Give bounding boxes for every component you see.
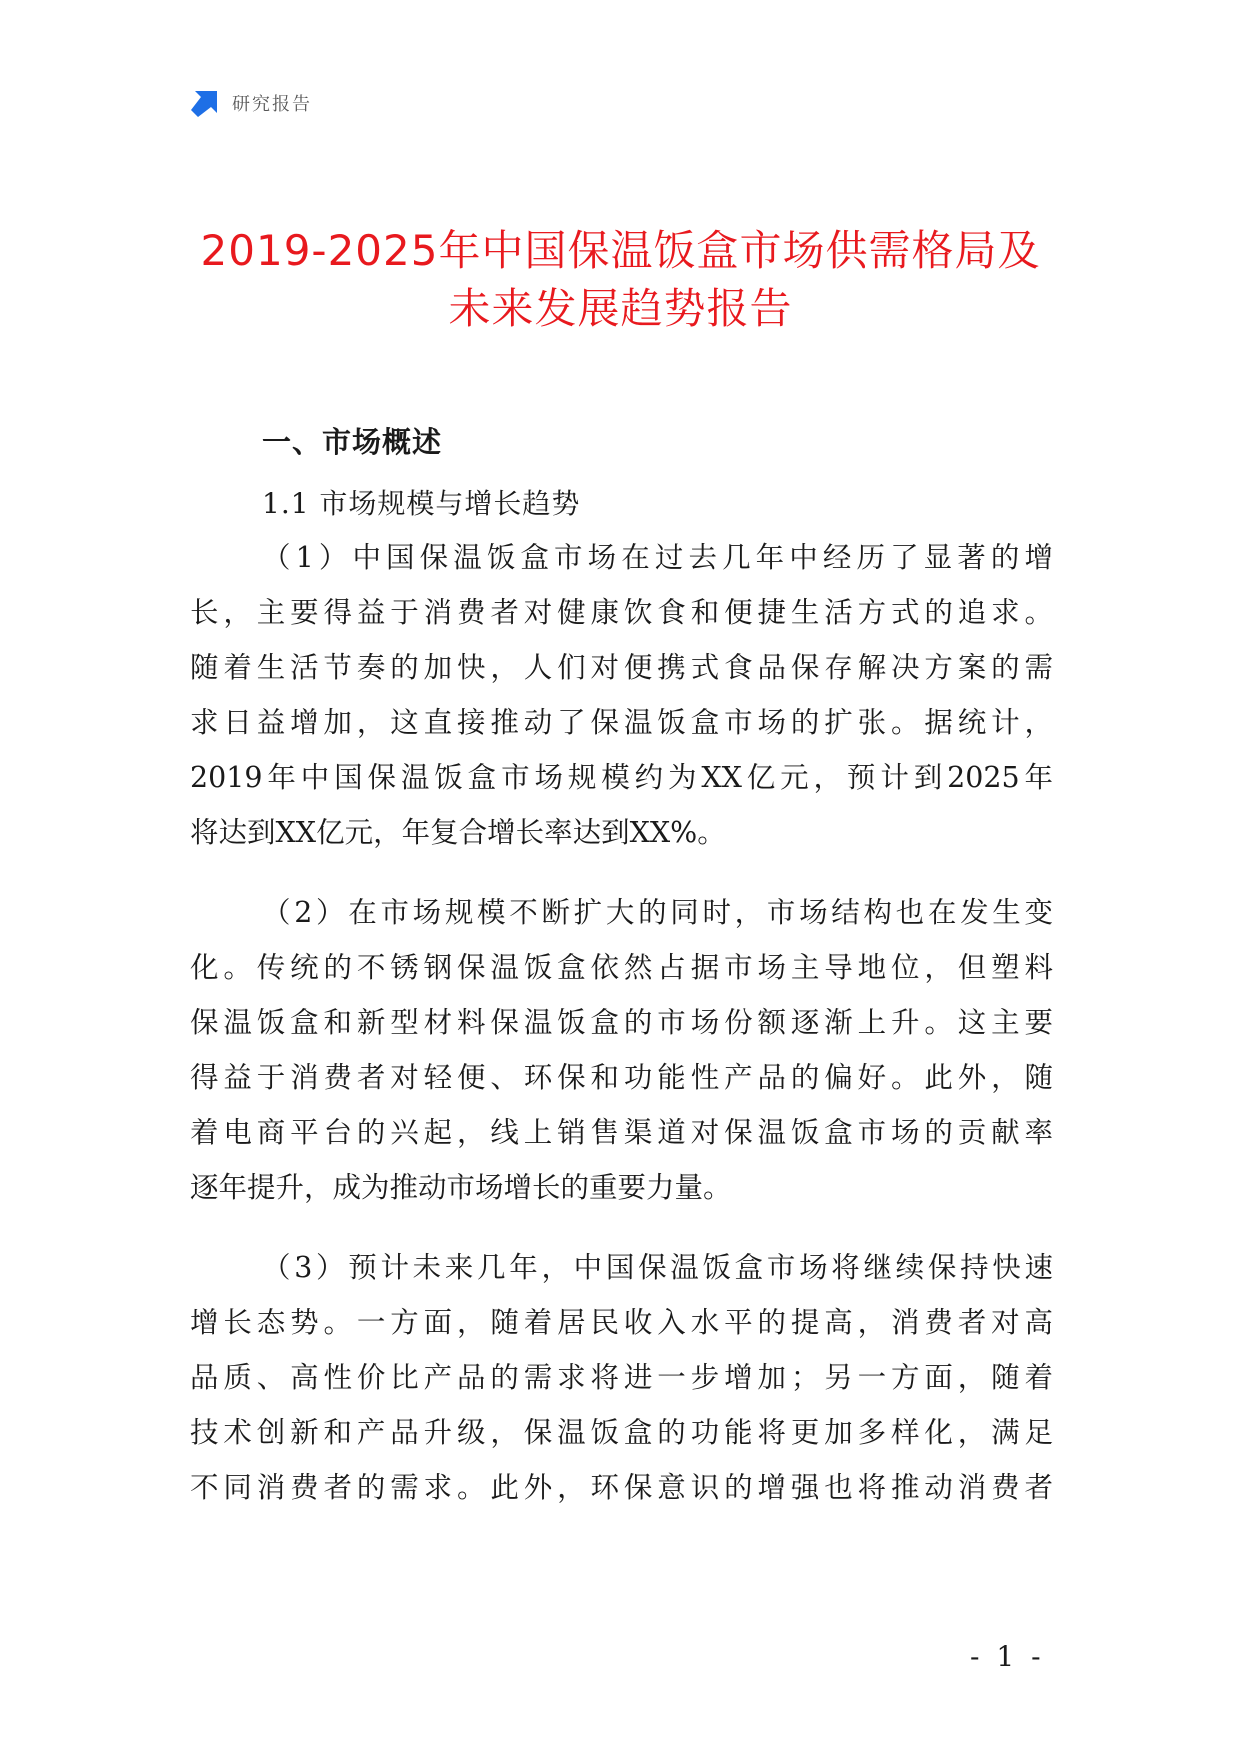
subsection-heading: 1.1 市场规模与增长趋势 bbox=[262, 487, 581, 520]
paragraph-2-line-5: 着电商平台的兴起，线上销售渠道对保温饭盒市场的贡献率 bbox=[190, 1116, 1053, 1149]
paragraph-3-line-3: 品质、高性价比产品的需求将进一步增加；另一方面，随着 bbox=[190, 1361, 1053, 1394]
report-header bbox=[190, 88, 312, 118]
arrow-up-right-icon bbox=[190, 88, 220, 118]
paragraph-1-line-5: 2019年中国保温饭盒市场规模约为XX亿元，预计到2025年 bbox=[190, 761, 1053, 794]
section-heading: 一、市场概述 bbox=[262, 425, 443, 459]
page-number: - 1 - bbox=[970, 1640, 1045, 1673]
paragraph-2-line-3: 保温饭盒和新型材料保温饭盒的市场份额逐渐上升。这主要 bbox=[190, 1006, 1053, 1039]
paragraph-3-line-4: 技术创新和产品升级，保温饭盒的功能将更加多样化，满足 bbox=[190, 1416, 1053, 1449]
paragraph-2-line-6: 逐年提升，成为推动市场增长的重要力量。 bbox=[190, 1171, 732, 1204]
paragraph-2-line-1: （2）在市场规模不断扩大的同时，市场结构也在发生变 bbox=[262, 896, 1053, 929]
paragraph-2-line-4: 得益于消费者对轻便、环保和功能性产品的偏好。此外，随 bbox=[190, 1061, 1053, 1094]
paragraph-1-line-3: 随着生活节奏的加快，人们对便携式食品保存解决方案的需 bbox=[190, 651, 1053, 684]
paragraph-1-line-1: （1）中国保温饭盒市场在过去几年中经历了显著的增 bbox=[262, 541, 1053, 574]
paragraph-3-line-2: 增长态势。一方面，随着居民收入水平的提高，消费者对高 bbox=[190, 1306, 1053, 1339]
paragraph-2-line-2: 化。传统的不锈钢保温饭盒依然占据市场主导地位，但塑料 bbox=[190, 951, 1053, 984]
paragraph-3-line-1: （3）预计未来几年，中国保温饭盒市场将继续保持快速 bbox=[262, 1251, 1053, 1284]
paragraph-3-line-5: 不同消费者的需求。此外，环保意识的增强也将推动消费者 bbox=[190, 1471, 1053, 1504]
paragraph-1-line-2: 长，主要得益于消费者对健康饮食和便捷生活方式的追求。 bbox=[190, 596, 1053, 629]
report-title-line-1: 2019-2025年中国保温饭盒市场供需格局及 bbox=[200, 226, 1041, 275]
paragraph-1-line-6: 将达到XX亿元，年复合增长率达到XX%。 bbox=[190, 816, 726, 849]
header-label: 研究报告 bbox=[232, 94, 312, 115]
paragraph-1-line-4: 求日益增加，这直接推动了保温饭盒市场的扩张。据统计， bbox=[190, 706, 1053, 739]
report-title-line-2: 未来发展趋势报告 bbox=[448, 284, 793, 333]
